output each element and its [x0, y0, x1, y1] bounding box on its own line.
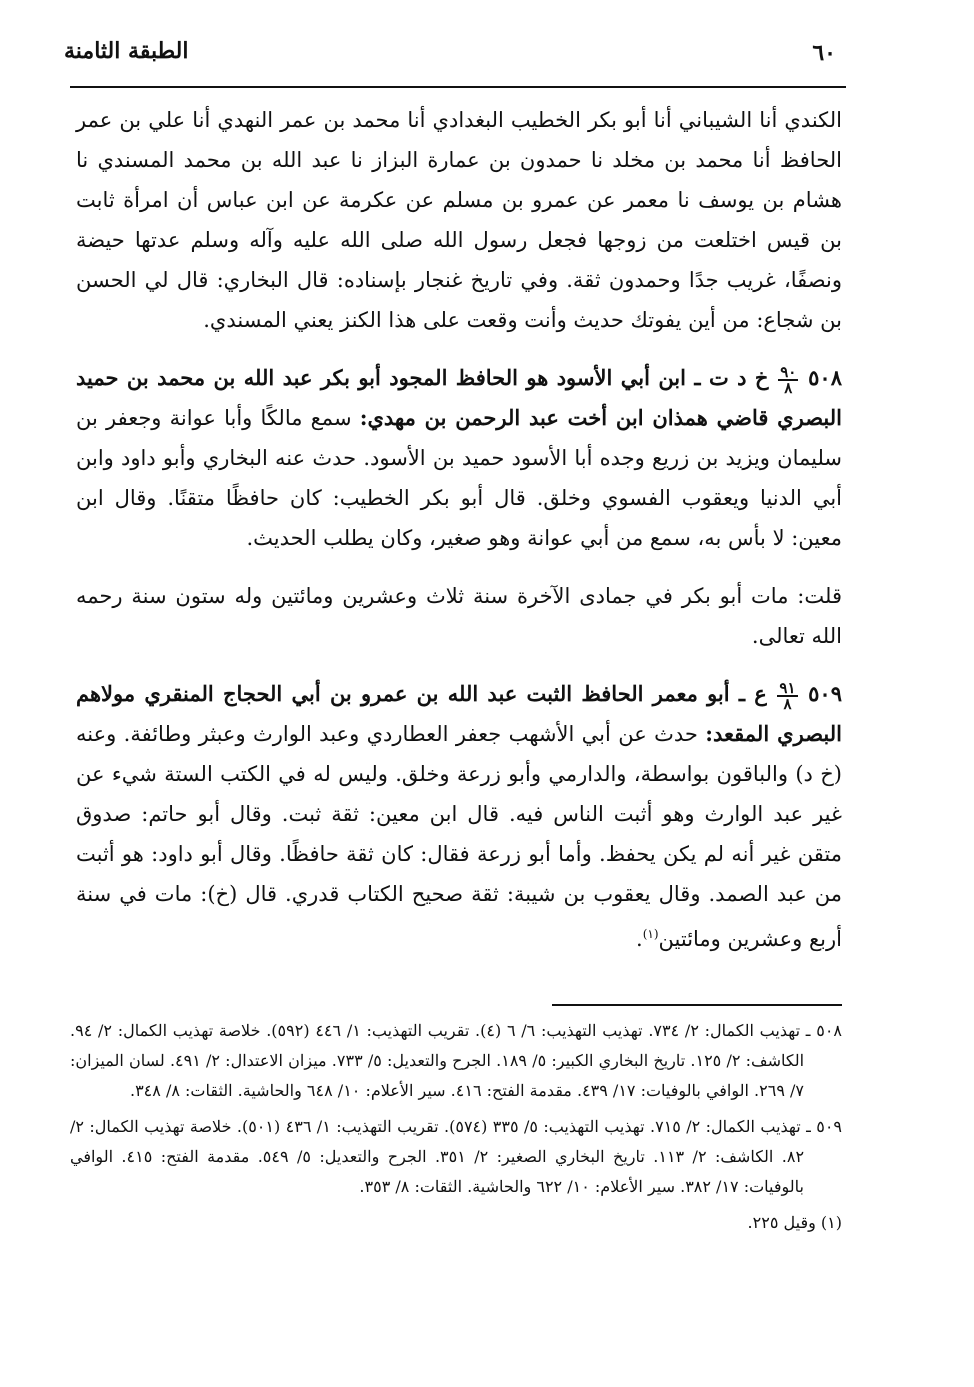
main-text [76, 100, 842, 977]
footnote-508: ٥٠٨ ـ تهذيب الكمال: ٢/ ٧٣٤. تهذيب التهذيب: ٦/ ٦ (٤). تقريب التهذيب: ١/ ٤٤٦ (٥٩٢). خلاصة تهذيب الكمال: ٢/ ٩٤. الكاشف: ٢/ ١٢٥. تاريخ البخاري الكبير: ٥/ ١٨٩. الجرح والتعديل: ٥/ ٧٣٣. ميزان الاعتدال: ٢/ ٤٩١. لسان الميزان: ٧/ ٢٦٩. الوافي بالوفيات: ١٧/ ٤٣٩. مقدمة الفتح: ٤١٦. سير الأعلام: ١٠/ ٦٤٨ والحاشية. الثقات: ٨/ ٣٤٨. [70, 1021, 842, 1100]
paragraph-isnad [76, 100, 842, 340]
fraction-denominator: ٨ [783, 694, 792, 713]
paragraph-text: قلت: مات أبو بكر في جمادى الآخرة سنة ثلاث وعشرين ومائتين وله ستون سنة رحمه الله تعالى. [76, 584, 842, 648]
page-header [60, 34, 914, 74]
running-title: الطبقة الثامنة [64, 38, 189, 64]
fraction-numerator: ٩٠ [780, 362, 797, 381]
entry-509 [76, 674, 842, 959]
entry-tail: . [636, 927, 643, 951]
entry-508 [76, 358, 842, 558]
entry-heading: ع ـ أبو معمر الحافظ الثبت عبد الله بن عمرو بن أبي الحجاج المنقري مولاهم البصري المقعد: [76, 681, 842, 746]
footnotes [70, 1016, 842, 1238]
entry-number: ٥٠٩ [808, 681, 842, 706]
footnote-rule [552, 1004, 842, 1006]
entry-fraction [778, 362, 798, 397]
footnote-1: (١) وقيل ٢٢٥. [747, 1213, 842, 1232]
paragraph-comment [76, 576, 842, 656]
fraction-numerator: ٩١ [779, 678, 796, 697]
fraction-denominator: ٨ [784, 378, 793, 397]
footnote-reference: (١) [642, 927, 659, 941]
entry-fraction [777, 678, 797, 713]
entry-number: ٥٠٨ [808, 365, 842, 390]
page-number: ٦٠ [812, 40, 836, 66]
paragraph-text: الكندي أنا الشيباني أنا أبو بكر الخطيب البغدادي أنا محمد بن عمر النهدي أنا علي بن عمر الحافظ أنا محمد بن مخلد نا حمدون بن عمارة البزاز نا عبد الله بن محمد المسندي نا هشام بن يوسف نا معمر عن عمرو بن مسلم عن عكرمة عن ابن عباس أن امرأة ثابت بن قيس اختلعت من زوجها فجعل رسول الله صلى الله عليه وآله وسلم عدتها حيضة ونصفًا، غريب جدًا وحمدون ثقة. وفي تاريخ غنجار بإسناده: قال البخاري: قال لي الحسن بن شجاع: من أين يفوتك حديث وأنت وقعت على هذا الكنز يعني المسندي. [76, 108, 842, 332]
entry-text: سمع مالكًا وأبا عوانة وجعفر بن سليمان ويزيد بن زريع وجده أبا الأسود حميد بن الأسود. حدث عنه البخاري وأبو داود وابن أبي الدنيا ويعقوب الفسوي وخلق. قال أبو بكر الخطيب: كان حافظًا متقنًا. وقال ابن معين: لا بأس به، سمع من أبي عوانة وهو صغير، وكان يطلب الحديث. [76, 406, 842, 550]
footnote-509: ٥٠٩ ـ تهذيب الكمال: ٢/ ٧١٥. تهذيب التهذيب: ٥/ ٣٣٥ (٥٧٤). تقريب التهذيب: ١/ ٤٣٦ (٥٠١). خلاصة تهذيب الكمال: ٢/ ٨٢. الكاشف: ٢/ ١١٣. تاريخ البخاري الصغير: ٢/ ٣٥١. الجرح والتعديل: ٥/ ٥٤٩. مقدمة الفتح: ٤١٥. الوافي بالوفيات: ١٧/ ٣٨٢. سير الأعلام: ١٠/ ٦٢٢ والحاشية. الثقات: ٨/ ٣٥٣. [70, 1117, 843, 1196]
entry-text: حدث عن أبي الأشهب جعفر العطاردي وعبد الوارث وعبثر وطائفة. وعنه (خ د) والباقون بواسطة، والدارمي وأبو زرعة وخلق. وليس له في الكتب الستة شيء عن غير عبد الوارث وهو أثبت الناس فيه. قال ابن معين: ثقة ثبت. وقال أبو حاتم: صدوق متقن غير أنه لم يكن يحفظ. وأما أبو زرعة فقال: كان ثقة حافظًا. وقال أبو داود: هو أثبت من عبد الصمد. وقال يعقوب بن شيبة: ثقة صحيح الكتاب قدري. قال (خ): مات في سنة أربع وعشرين ومائتين [76, 722, 842, 951]
entry-heading: خ د ت ـ ابن أبي الأسود هو الحافظ المجود أبو بكر عبد الله بن محمد بن حميد البصري قاضي همذان ابن أخت عبد الرحمن بن مهدي: [76, 365, 842, 430]
header-rule [70, 86, 846, 88]
